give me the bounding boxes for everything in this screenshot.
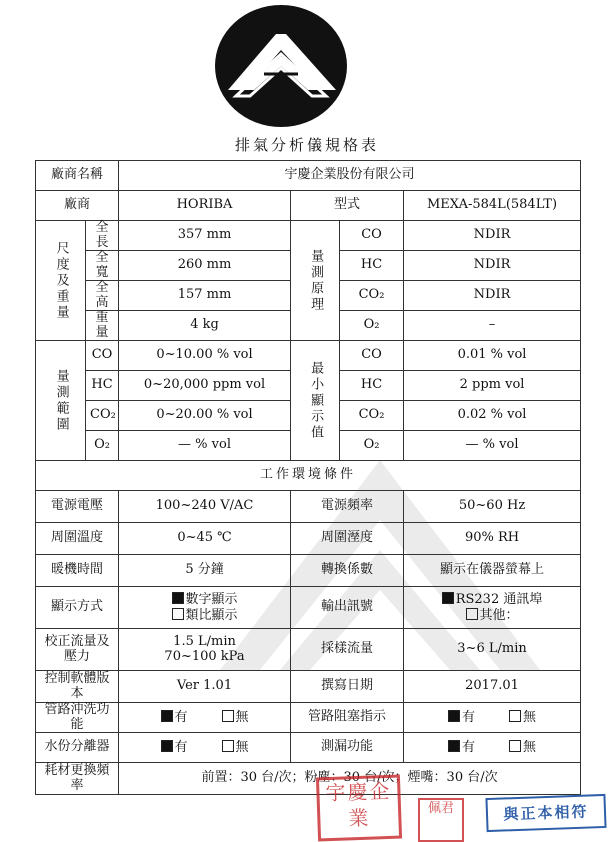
row-size-1 bbox=[36, 221, 581, 251]
row-water bbox=[36, 733, 581, 763]
row-warmup bbox=[36, 555, 581, 587]
principle-value: NDIR bbox=[404, 251, 581, 281]
blockage-options bbox=[404, 703, 581, 733]
height-label: 全高 bbox=[86, 281, 119, 311]
row-software bbox=[36, 671, 581, 703]
calibration-label: 校正流量及壓力 bbox=[36, 629, 119, 671]
display-analog-label: 類比顯示 bbox=[185, 607, 238, 623]
row-calibration bbox=[36, 629, 581, 671]
sample-flow-label: 採樣流量 bbox=[291, 629, 404, 671]
leak-options bbox=[404, 733, 581, 763]
min-gas: O₂ bbox=[340, 431, 404, 461]
flush-yes-checkbox bbox=[161, 710, 173, 722]
principle-gas: HC bbox=[340, 251, 404, 281]
calibration-pressure: 70~100 kPa bbox=[164, 648, 245, 664]
min-value: 0.01 % vol bbox=[404, 341, 581, 371]
model-value: MEXA-584L(584LT) bbox=[404, 191, 581, 221]
row-flush bbox=[36, 703, 581, 733]
row-work-env bbox=[36, 461, 581, 491]
manufacturer-name-label: 廠商名稱 bbox=[36, 161, 119, 191]
principle-gas: O₂ bbox=[340, 311, 404, 341]
water-sep-yes-checkbox bbox=[161, 740, 173, 752]
person-seal-stamp: 佩君 bbox=[418, 798, 464, 842]
frequency-value: 50~60 Hz bbox=[404, 491, 581, 523]
display-mode-label: 顯示方式 bbox=[36, 587, 119, 629]
output-other-label: 其他： bbox=[479, 607, 519, 623]
conversion-value: 顯示在儀器螢幕上 bbox=[404, 555, 581, 587]
min-display-label: 最小顯示值 bbox=[291, 341, 340, 461]
calibration-flow: 1.5 L/min bbox=[173, 634, 236, 650]
row-ambient bbox=[36, 523, 581, 555]
length-value: 357 mm bbox=[119, 221, 291, 251]
model-label: 型式 bbox=[291, 191, 404, 221]
consumables-label: 耗材更換頻率 bbox=[36, 763, 119, 795]
yes-label: 有 bbox=[462, 739, 476, 755]
range-value: 0~20.00 % vol bbox=[119, 401, 291, 431]
range-value: 0~10.00 % vol bbox=[119, 341, 291, 371]
row-manufacturer-name bbox=[36, 161, 581, 191]
min-value: 0.02 % vol bbox=[404, 401, 581, 431]
date-label: 撰寫日期 bbox=[291, 671, 404, 703]
principle-gas: CO bbox=[340, 221, 404, 251]
principle-value: – bbox=[404, 311, 581, 341]
blockage-no-checkbox bbox=[509, 710, 521, 722]
width-value: 260 mm bbox=[119, 251, 291, 281]
min-value: 2 ppm vol bbox=[404, 371, 581, 401]
company-logo bbox=[214, 4, 348, 128]
flush-options bbox=[119, 703, 291, 733]
range-gas: O₂ bbox=[86, 431, 119, 461]
warmup-label: 暖機時間 bbox=[36, 555, 119, 587]
principle-value: NDIR bbox=[404, 221, 581, 251]
display-mode-options bbox=[119, 587, 291, 629]
warmup-value: 5 分鐘 bbox=[119, 555, 291, 587]
output-other-checkbox bbox=[466, 608, 478, 620]
conversion-label: 轉換係數 bbox=[291, 555, 404, 587]
temperature-label: 周圍溫度 bbox=[36, 523, 119, 555]
no-label: 無 bbox=[523, 739, 537, 755]
no-label: 無 bbox=[235, 709, 249, 725]
weight-label: 重量 bbox=[86, 311, 119, 341]
yes-label: 有 bbox=[462, 709, 476, 725]
range-value: — % vol bbox=[119, 431, 291, 461]
min-gas: CO₂ bbox=[340, 401, 404, 431]
row-range-1 bbox=[36, 341, 581, 371]
yes-label: 有 bbox=[174, 739, 188, 755]
no-label: 無 bbox=[235, 739, 249, 755]
min-gas: HC bbox=[340, 371, 404, 401]
leak-label: 測漏功能 bbox=[291, 733, 404, 763]
brand-label: 廠商 bbox=[36, 191, 119, 221]
brand-value: HORIBA bbox=[119, 191, 291, 221]
certified-copy-stamp: 與正本相符 bbox=[485, 794, 606, 832]
range-value: 0~20,000 ppm vol bbox=[119, 371, 291, 401]
humidity-label: 周圍溼度 bbox=[291, 523, 404, 555]
display-digital-checkbox bbox=[172, 592, 184, 604]
row-brand-model bbox=[36, 191, 581, 221]
principle-label: 量測原理 bbox=[291, 221, 340, 341]
software-label: 控制軟體版本 bbox=[36, 671, 119, 703]
row-power bbox=[36, 491, 581, 523]
min-value: — % vol bbox=[404, 431, 581, 461]
height-value: 157 mm bbox=[119, 281, 291, 311]
output-rs232-label: RS232 通訊埠 bbox=[455, 592, 543, 608]
document-title: 排氣分析儀規格表 bbox=[234, 136, 379, 154]
water-sep-no-checkbox bbox=[222, 740, 234, 752]
water-sep-label: 水份分離器 bbox=[36, 733, 119, 763]
temperature-value: 0~45 ℃ bbox=[119, 523, 291, 555]
length-label: 全長 bbox=[86, 221, 119, 251]
display-digital-label: 數字顯示 bbox=[185, 592, 238, 608]
leak-yes-checkbox bbox=[448, 740, 460, 752]
range-gas: HC bbox=[86, 371, 119, 401]
software-value: Ver 1.01 bbox=[119, 671, 291, 703]
spec-table bbox=[35, 160, 581, 795]
manufacturer-name-value: 宇慶企業股份有限公司 bbox=[119, 161, 581, 191]
principle-value: NDIR bbox=[404, 281, 581, 311]
sample-flow-value: 3~6 L/min bbox=[404, 629, 581, 671]
blockage-yes-checkbox bbox=[448, 710, 460, 722]
frequency-label: 電源頻率 bbox=[291, 491, 404, 523]
humidity-value: 90% RH bbox=[404, 523, 581, 555]
range-gas: CO bbox=[86, 341, 119, 371]
company-seal-stamp: 宇慶企業 bbox=[316, 775, 402, 842]
water-sep-options bbox=[119, 733, 291, 763]
weight-value: 4 kg bbox=[119, 311, 291, 341]
row-display-output bbox=[36, 587, 581, 629]
no-label: 無 bbox=[523, 709, 537, 725]
work-env-heading: 工作環境條件 bbox=[36, 461, 581, 491]
date-value: 2017.01 bbox=[404, 671, 581, 703]
calibration-value bbox=[119, 629, 291, 671]
range-gas: CO₂ bbox=[86, 401, 119, 431]
voltage-label: 電源電壓 bbox=[36, 491, 119, 523]
width-label: 全寬 bbox=[86, 251, 119, 281]
output-signal-options bbox=[404, 587, 581, 629]
output-rs232-checkbox bbox=[442, 592, 454, 604]
range-label: 量測範圍 bbox=[36, 341, 86, 461]
consumables-value: 前置：30 台/次；粉塵：30 台/次；煙嘴：30 台/次 bbox=[119, 763, 581, 795]
row-consumables bbox=[36, 763, 581, 795]
output-signal-label: 輸出訊號 bbox=[291, 587, 404, 629]
blockage-label: 管路阻塞指示 bbox=[291, 703, 404, 733]
display-analog-checkbox bbox=[172, 608, 184, 620]
min-gas: CO bbox=[340, 341, 404, 371]
leak-no-checkbox bbox=[509, 740, 521, 752]
flush-label: 管路沖洗功能 bbox=[36, 703, 119, 733]
yes-label: 有 bbox=[174, 709, 188, 725]
principle-gas: CO₂ bbox=[340, 281, 404, 311]
flush-no-checkbox bbox=[222, 710, 234, 722]
voltage-value: 100~240 V/AC bbox=[119, 491, 291, 523]
size-weight-label: 尺度及重量 bbox=[36, 221, 86, 341]
